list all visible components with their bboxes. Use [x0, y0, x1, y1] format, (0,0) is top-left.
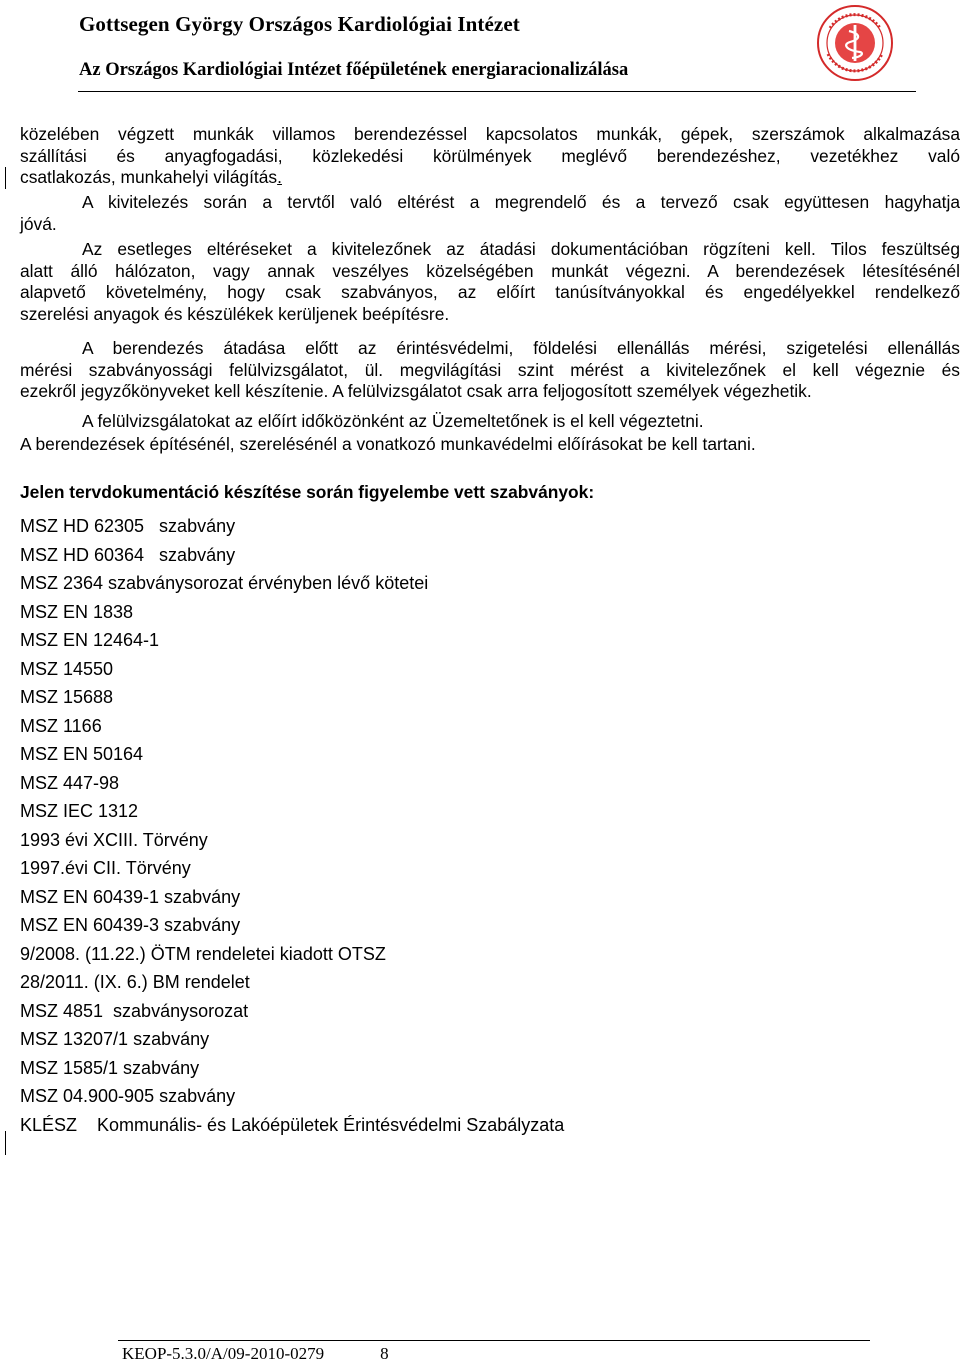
paragraph-deviation-recording — [20, 239, 960, 325]
standard-item: 1993 évi XCIII. Törvény — [20, 829, 208, 850]
page-footer — [122, 1344, 389, 1364]
text-line: alapvető követelmény, hogy csak szabványos, az előírt tanúsítványokkal és engedélyekkel rendelkező — [20, 282, 960, 302]
standard-item: MSZ 4851 szabványsorozat — [20, 1000, 249, 1021]
standard-item: MSZ 04.900-905 szabvány — [20, 1086, 236, 1106]
change-bar — [5, 1131, 6, 1155]
institute-seal-logo-icon — [816, 4, 894, 82]
change-bar — [5, 167, 6, 189]
standards-list — [20, 516, 564, 1143]
standard-item: MSZ 447-98 — [20, 772, 120, 793]
header-title: Gottsegen György Országos Kardiológiai Intézet — [79, 12, 520, 36]
standard-item: MSZ HD 62305 szabvány — [20, 516, 236, 536]
standard-item: MSZ 1585/1 szabvány — [20, 1057, 200, 1078]
text-line: szállítási és anyagfogadási, közlekedési körülmények meglévő berendezéshez, vezetékhez való — [20, 145, 960, 166]
text-line: mérési szabványossági felülvizsgálatot, ül. megvilágítási szint mérést a kivitelezőnek el kell végeznie és — [20, 359, 960, 380]
text-line: A berendezés átadása előtt az érintésvédelmi, földelési ellenállás mérési, szigetelési ellenállás — [82, 338, 960, 358]
text-line — [20, 167, 960, 189]
standard-item: MSZ EN 60439-1 szabvány — [20, 886, 241, 907]
text-line: A felülvizsgálatokat az előírt időközönként az Üzemeltetőnek is el kell végeztetni. — [82, 411, 704, 431]
page-header — [0, 0, 960, 95]
text-line: jóvá. — [20, 213, 57, 234]
header-rule — [78, 91, 916, 92]
text-line: alatt álló hálózaton, vagy annak veszélyes közelségében munkát végezni. A berendezések létesítésénél — [20, 260, 960, 281]
standards-heading: Jelen tervdokumentáció készítése során figyelembe vett szabványok: — [20, 482, 595, 502]
text-line: A berendezések építésénél, szerelésénél a vonatkozó munkavédelmi előírásokat be kell tartani. — [20, 434, 756, 454]
standard-item: MSZ 1166 — [20, 715, 102, 736]
paragraph-handover-inspection — [20, 338, 960, 403]
paragraph-safety-rules — [20, 434, 960, 456]
text-line: szerelési anyagok és készülékek kerüljenek beépítésre. — [20, 303, 450, 324]
standard-item: MSZ EN 1838 — [20, 601, 134, 622]
standard-item: MSZ HD 60364 szabvány — [20, 544, 236, 565]
footer-project-code: KEOP-5.3.0/A/09-2010-0279 — [122, 1344, 325, 1363]
standard-item: MSZ IEC 1312 — [20, 801, 139, 821]
standard-item: MSZ 15688 — [20, 687, 114, 707]
text-line: ezekről jegyzőkönyveket kell készítenie. A felülvizsgálatot csak arra feljogosított személyek végezhetik. — [20, 381, 812, 401]
standard-item: 1997.évi CII. Törvény — [20, 858, 191, 878]
standard-item: MSZ 2364 szabványsorozat érvényben lévő kötetei — [20, 573, 429, 593]
paragraph-deviation-approval — [20, 192, 960, 235]
text-line: Az esetleges eltéréseket a kivitelezőnek az átadási dokumentációban rögzíteni kell. Tilos feszültség — [82, 239, 960, 259]
text-segment: csatlakozás, munkahelyi világítás — [20, 167, 278, 187]
footer-page-number: 8 — [380, 1344, 389, 1363]
standard-item: MSZ EN 60439-3 szabvány — [20, 915, 241, 935]
text-line: A kivitelezés során a tervtől való eltérést a megrendelő és a tervező csak együttesen hagyhatja — [82, 192, 960, 212]
standard-item: 9/2008. (11.22.) ÖTM rendeletei kiadott OTSZ — [20, 943, 386, 964]
standard-item: 28/2011. (IX. 6.) BM rendelet — [20, 972, 250, 992]
paragraph-work-conditions — [20, 124, 960, 189]
standard-item: MSZ EN 50164 — [20, 744, 144, 764]
standard-item: MSZ 13207/1 szabvány — [20, 1029, 210, 1049]
footer-rule — [118, 1340, 870, 1341]
text-line: közelében végzett munkák villamos berendezéssel kapcsolatos munkák, gépek, szerszámok alkalmazása — [20, 124, 960, 144]
standard-item: MSZ 14550 — [20, 658, 114, 679]
header-subtitle: Az Országos Kardiológiai Intézet főépületének energiaracionalizálása — [79, 60, 629, 80]
standard-item: MSZ EN 12464-1 — [20, 630, 160, 650]
standard-item: KLÉSZ Kommunális- és Lakóépületek Érintésvédelmi Szabályzata — [20, 1114, 565, 1135]
paragraph-periodic-inspection — [20, 411, 960, 433]
text-segment: . — [277, 167, 282, 187]
